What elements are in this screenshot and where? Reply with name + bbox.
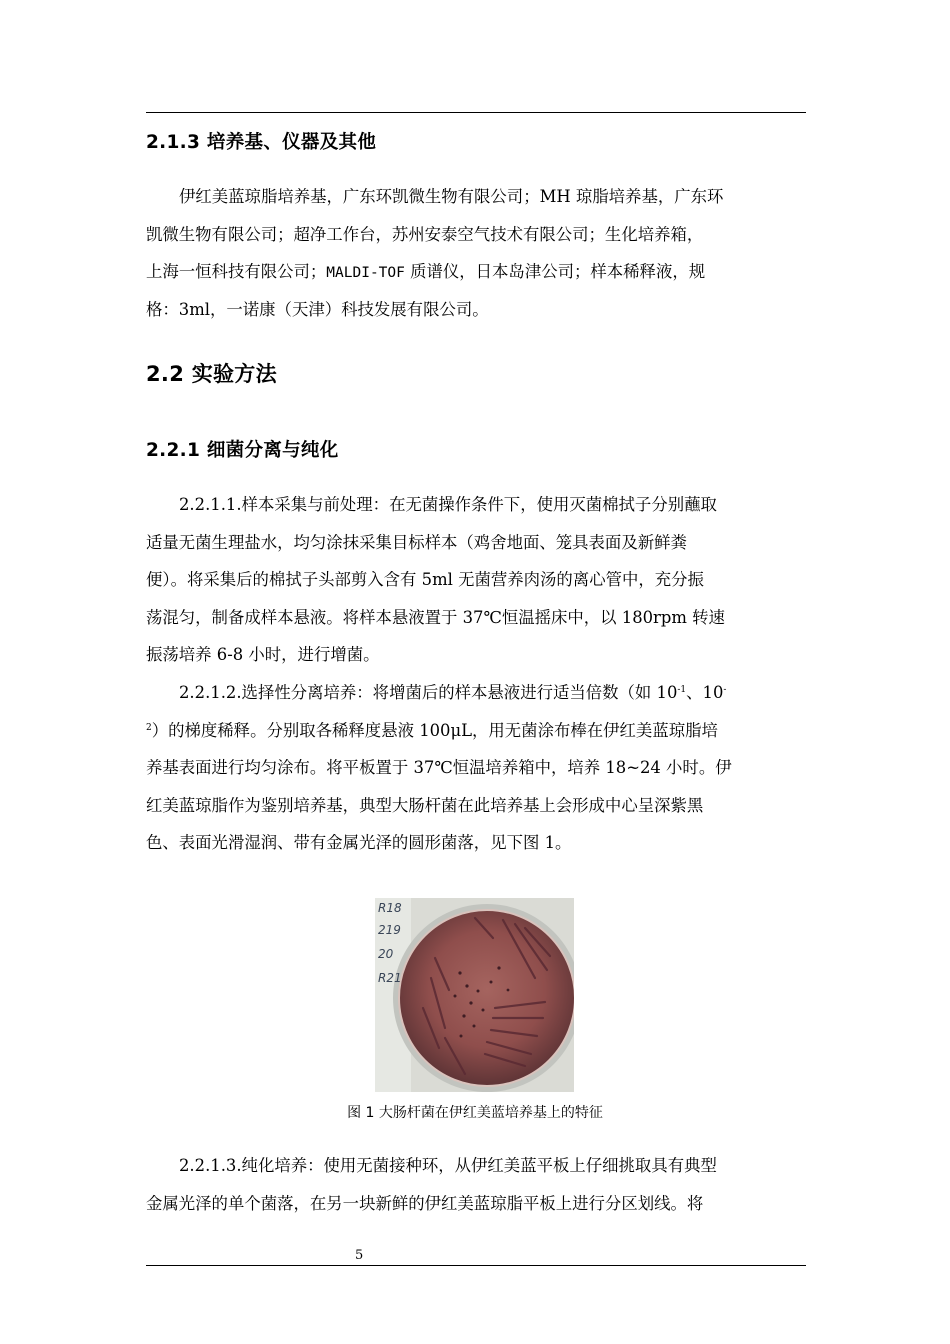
- paragraph-line: 振荡培养 6-8 小时，进行增菌。: [146, 645, 380, 665]
- handwritten-label: 219: [378, 923, 401, 937]
- petri-dish-photo: [375, 898, 574, 1092]
- paragraph-line: 红美蓝琼脂作为鉴别培养基，典型大肠杆菌在此培养基上会形成中心呈深紫黑: [146, 795, 704, 815]
- paragraph-2-2-1-2: [146, 674, 806, 862]
- paragraph-line: 荡混匀，制备成样本悬液。将样本悬液置于 37℃恒温摇床中，以 180rpm 转速: [146, 607, 725, 627]
- paragraph-line: 格：3ml，一诺康（天津）科技发展有限公司。: [146, 299, 489, 319]
- paragraph-2-2-1-1: [146, 486, 806, 674]
- paragraph-line: $^2$）的梯度稀释。分别取各稀释度悬液 100μL，用无菌涂布棒在伊红美蓝琼脂培: [146, 720, 718, 740]
- section-2-1-3-paragraph: [146, 178, 806, 328]
- handwritten-label: 20: [378, 947, 394, 961]
- handwritten-label: R18: [378, 901, 402, 915]
- section-heading-2-2-1: 2.2.1 细菌分离与纯化: [146, 440, 339, 461]
- page-number: 5: [355, 1248, 364, 1263]
- paragraph-line: 金属光泽的单个菌落，在另一块新鲜的伊红美蓝琼脂平板上进行分区划线。将: [146, 1193, 704, 1213]
- section-heading-2-2: 2.2 实验方法: [146, 362, 277, 386]
- paragraph-line: 上海一恒科技有限公司；MALDI-TOF 质谱仪，日本岛津公司；样本稀释液，规: [146, 262, 706, 282]
- paragraph-line: 2.2.1.3.纯化培养：使用无菌接种环，从伊红美蓝平板上仔细挑取具有典型: [179, 1156, 717, 1175]
- paragraph-2-2-1-3: [146, 1147, 806, 1222]
- paragraph-line: 2.2.1.2.选择性分离培养：将增菌后的样本悬液进行适当倍数（如 $10^{-1}$、10-: [179, 683, 727, 702]
- footer-rule: [146, 1265, 806, 1266]
- paragraph-line: 适量无菌生理盐水，均匀涂抹采集目标样本（鸡舍地面、笼具表面及新鲜粪: [146, 532, 687, 552]
- figure-caption: 图 1 大肠杆菌在伊红美蓝培养基上的特征: [347, 1105, 603, 1121]
- handwritten-label: R21: [378, 971, 402, 985]
- paragraph-line: 伊红美蓝琼脂培养基，广东环凯微生物有限公司；MH 琼脂培养基，广东环: [179, 187, 724, 206]
- paragraph-line: 凯微生物有限公司；超净工作台，苏州安泰空气技术有限公司；生化培养箱，: [146, 224, 704, 244]
- paragraph-line: 色、表面光滑湿润、带有金属光泽的圆形菌落，见下图 1。: [146, 833, 572, 853]
- header-rule: [146, 112, 806, 113]
- maldi-tof-term: MALDI-TOF: [326, 265, 405, 282]
- paragraph-line: 便）。将采集后的棉拭子头部剪入含有 5ml 无菌营养肉汤的离心管中，充分振: [146, 570, 704, 590]
- paragraph-line: 养基表面进行均匀涂布。将平板置于 37℃恒温培养箱中，培养 18~24 小时。伊: [146, 758, 732, 778]
- paragraph-line: 2.2.1.1.样本采集与前处理：在无菌操作条件下，使用灭菌棉拭子分别蘸取: [179, 495, 717, 514]
- section-heading-2-1-3: 2.1.3 培养基、仪器及其他: [146, 132, 377, 153]
